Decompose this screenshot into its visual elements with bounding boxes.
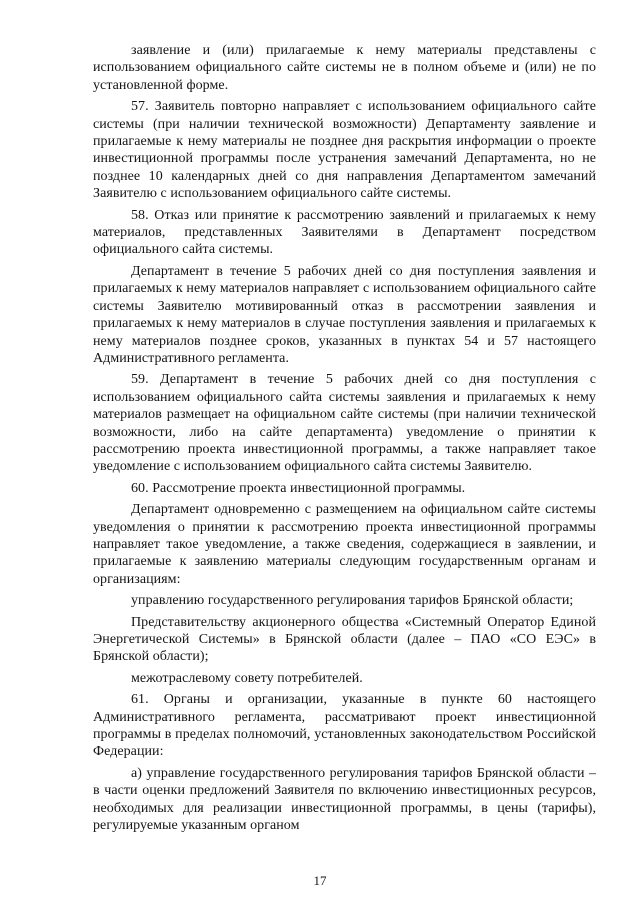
paragraph-60-details: Департамент одновременно с размещением на официальном сайте системы уведомления о принятии к рассмотрению проекта инвестиционной программы направляет такое уведомление, а также сведения, содержащиеся в заявлении, и прилагаемые к заявлению материалы следующим государственным органам и организациям:: [93, 502, 596, 587]
paragraph-61-a: а) управление государственного регулирования тарифов Брянской области – в части оценки предложений Заявителя по включению инвестиционных ресурсов, необходимых для реализации инвестиционной программы, в цены (тарифы), регулируемые указанным органом: [93, 765, 596, 834]
paragraph-61: 61. Органы и организации, указанные в пункте 60 настоящего Административного регламента, рассматривают проект инвестиционной программы в пределах полномочий, установленных законодательством Российской Федерации:: [93, 692, 596, 760]
document-body: [93, 42, 596, 838]
paragraph-59: 59. Департамент в течение 5 рабочих дней со дня поступления с использованием официального сайта системы заявления и прилагаемых к нему материалов размещает на официальном сайте системы (при наличии технической возможности, либо на сайте департамента) уведомление о принятии к рассмотрению проекта инвестиционной программы, а также направляет такое уведомление с использованием официального сайта системы Заявителю.: [93, 372, 596, 475]
list-item-so-ees: Представительству акционерного общества «Системный Оператор Единой Энергетической Системы» в Брянской области (далее – ПАО «СО ЕЭС» в Брянской области);: [93, 614, 596, 665]
page-number: 17: [313, 873, 327, 888]
paragraph-57: 57. Заявитель повторно направляет с использованием официального сайте системы (при наличии технической возможности) Департаменту заявление и прилагаемые к нему материалы не позднее дня раскрытия информации о проекте инвестиционной программы после устранения замечаний Департамента, но не позднее 10 календарных дней со дня направления Департаментом замечаний Заявителю с использованием официального сайте системы.: [93, 99, 596, 202]
paragraph-continuation: заявление и (или) прилагаемые к нему материалы представлены с использованием официального сайте системы не в полном объеме и (или) не по установленной форме.: [93, 43, 596, 93]
paragraph-58: 58. Отказ или принятие к рассмотрению заявлений и прилагаемых к нему материалов, представленных Заявителями в Департамент посредством официального сайта системы.: [93, 207, 596, 258]
paragraph-60: 60. Рассмотрение проекта инвестиционной программы.: [131, 480, 466, 496]
list-item-consumer-council: межотраслевому совету потребителей.: [131, 670, 363, 686]
paragraph-58-details: Департамент в течение 5 рабочих дней со дня поступления заявления и прилагаемых к нему материалов направляет с использованием официального сайте системы Заявителю мотивированный отказ в рассмотрении заявления и прилагаемых к нему материалов в случае поступления заявления и прилагаемых к нему материалов позднее сроков, указанных в пунктах 54 и 57 настоящего Административного регламента.: [93, 263, 596, 366]
list-item-tariff-regulation: управлению государственного регулирования тарифов Брянской области;: [131, 593, 574, 609]
